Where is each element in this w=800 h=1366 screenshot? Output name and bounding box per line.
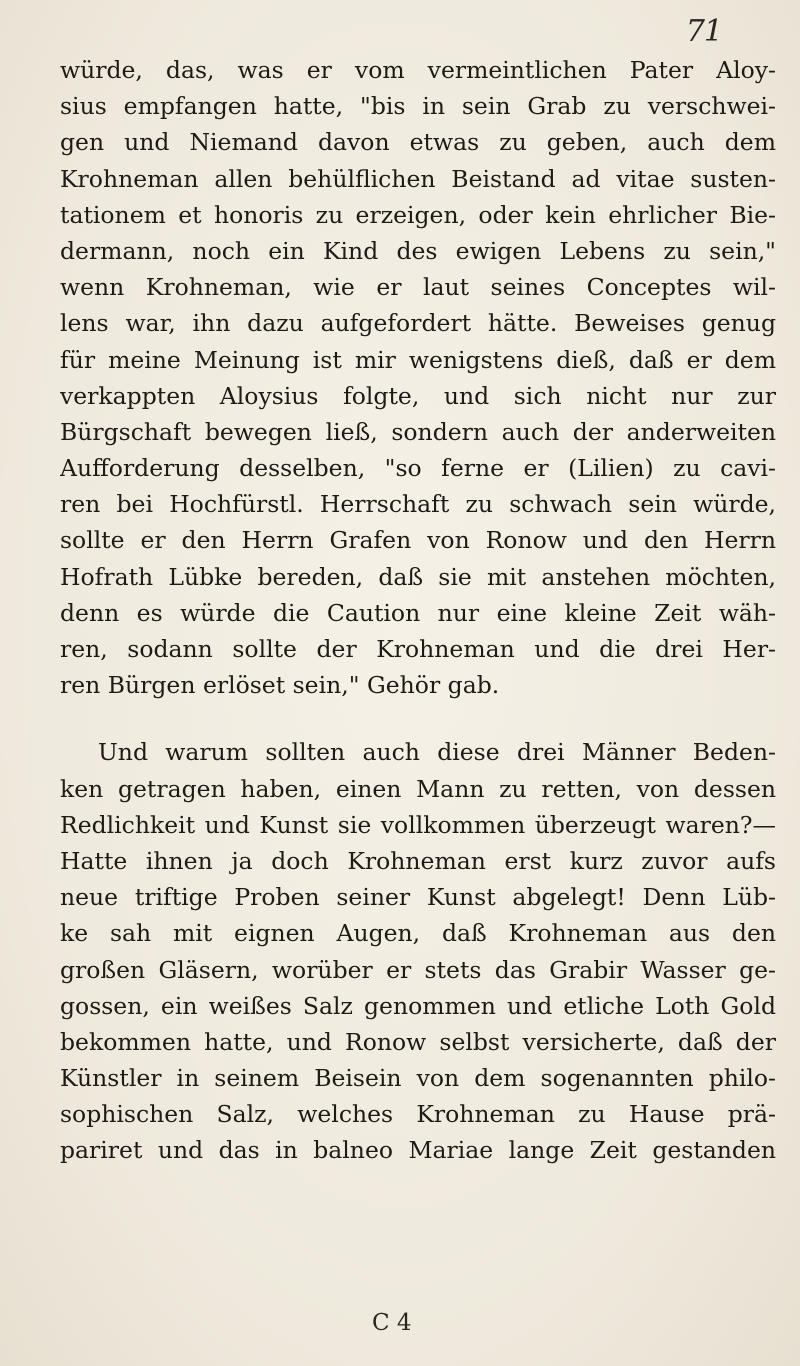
body-text (60, 52, 776, 1169)
paragraph-1 (60, 52, 776, 703)
text-line: Redlichkeit und Kunst sie vollkommen überzeugt waren?— (60, 810, 776, 839)
text-line: Hatte ihnen ja doch Krohneman erst kurz zuvor aufs (60, 846, 776, 875)
text-line: gen und Niemand davon etwas zu geben, auch dem (60, 128, 776, 157)
text-line: tationem et honoris zu erzeigen, oder kein ehrlicher Bie- (60, 200, 776, 229)
text-line: großen Gläsern, worüber er stets das Grabir Wasser ge- (60, 955, 776, 984)
paragraph-gap (60, 703, 776, 734)
text-line: Und warum sollten auch diese drei Männer Beden- (98, 738, 776, 767)
text-line: neue triftige Proben seiner Kunst abgelegt! Denn Lüb- (60, 883, 776, 912)
text-line: ren, sodann sollte der Krohneman und die drei Her- (60, 635, 776, 663)
text-line: bekommen hatte, und Ronow selbst versicherte, daß der (60, 1027, 776, 1056)
text-line: sollte er den Herrn Grafen von Ronow und den Herrn (60, 526, 776, 555)
text-line: Krohneman allen behülflichen Beistand ad vitae susten- (60, 164, 776, 193)
page-number: 71 (685, 14, 722, 49)
text-line: dermann, noch ein Kind des ewigen Lebens zu sein," (60, 236, 776, 265)
text-line: Hofrath Lübke bereden, daß sie mit anstehen möchten, (60, 562, 776, 591)
text-line: sius empfangen hatte, "bis in sein Grab zu verschwei- (60, 92, 776, 121)
text-line: denn es würde die Caution nur eine kleine Zeit wäh- (60, 598, 776, 627)
text-line: ren bei Hochfürstl. Herrschaft zu schwach sein würde, (60, 490, 776, 519)
signature-mark: C 4 (372, 1310, 412, 1336)
text-line: wenn Krohneman, wie er laut seines Conceptes wil- (60, 273, 776, 302)
text-line: Künstler in seinem Beisein von dem sogenannten philo- (60, 1064, 776, 1093)
text-line: sophischen Salz, welches Krohneman zu Hause prä- (60, 1100, 776, 1129)
text-line: lens war, ihn dazu aufgefordert hätte. Beweises genug (60, 309, 776, 338)
text-line: ken getragen haben, einen Mann zu retten, von dessen (60, 774, 776, 803)
text-line: pariret und das in balneo Mariae lange Zeit gestanden (60, 1136, 776, 1165)
paragraph-2 (60, 734, 776, 1168)
text-line: ke sah mit eignen Augen, daß Krohneman aus den (60, 919, 776, 948)
text-line: gossen, ein weißes Salz genommen und etliche Loth Gold (60, 991, 776, 1020)
text-line: würde, das, was er vom vermeintlichen Pater Aloy- (60, 56, 776, 84)
text-line: verkappten Aloysius folgte, und sich nicht nur zur (60, 381, 776, 410)
text-line: Bürgschaft bewegen ließ, sondern auch der anderweiten (60, 417, 776, 446)
text-line: für meine Meinung ist mir wenigstens dieß, daß er dem (60, 345, 776, 374)
text-line: Aufforderung desselben, "so ferne er (Lilien) zu cavi- (60, 454, 776, 483)
text-line: ren Bürgen erlöset sein," Gehör gab. (60, 671, 500, 700)
